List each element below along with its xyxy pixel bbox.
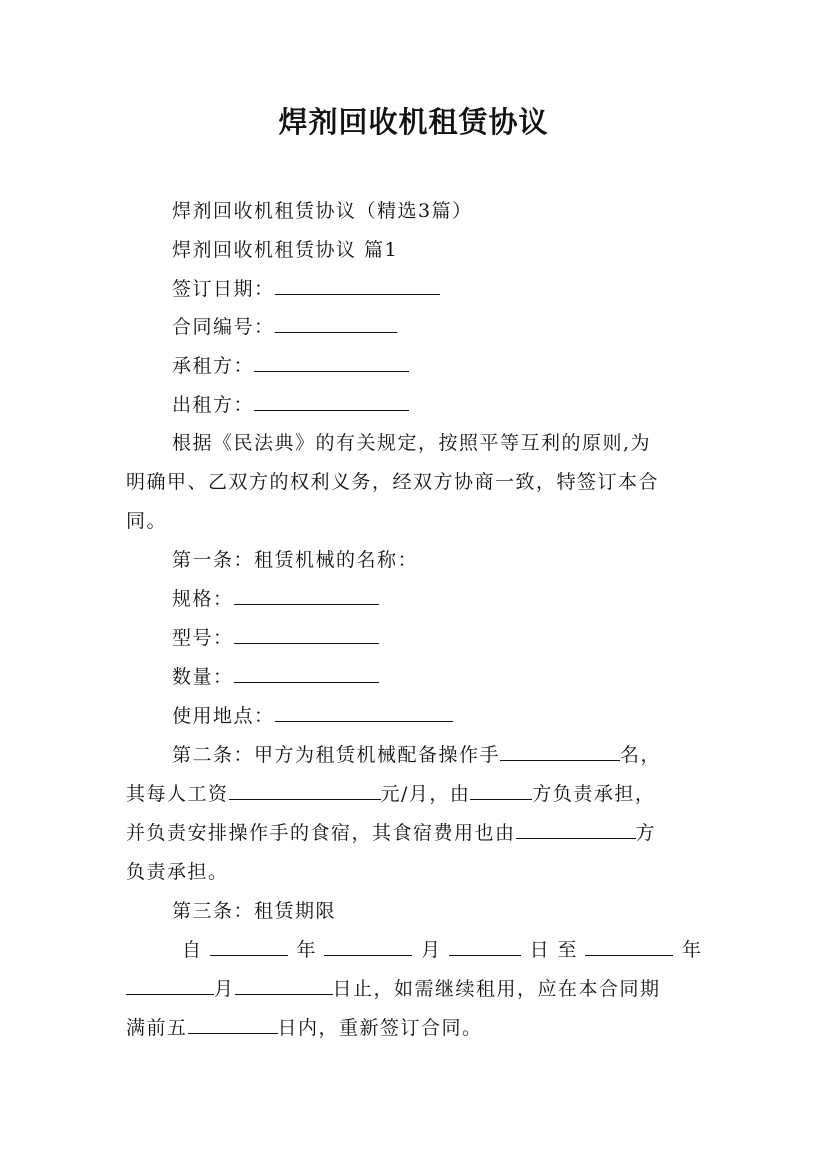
spec-blank <box>234 586 379 605</box>
lessee-row <box>172 351 409 381</box>
article3-line-2 <box>126 974 661 1004</box>
spec-row <box>172 584 379 614</box>
article3-end-text: 日止，如需继续租用，应在本合同期 <box>332 978 661 1000</box>
location-blank <box>275 703 453 722</box>
article3-line-1 <box>126 935 701 965</box>
year2-label: 年 <box>681 939 701 961</box>
preamble-line-1: 根据《民法典》的有关规定，按照平等互利的原则,为 <box>172 432 652 454</box>
document-subtitle: 焊剂回收机租赁协议（精选3篇） <box>172 200 473 222</box>
model-blank <box>234 625 379 644</box>
start-month-blank <box>324 937 412 956</box>
lessor-row <box>172 390 409 420</box>
article2-text-b: 名， <box>620 744 662 766</box>
sign-date-label: 签订日期： <box>172 278 275 300</box>
contract-no-blank <box>275 314 397 333</box>
quantity-row <box>172 662 379 692</box>
month2-label: 月 <box>214 978 235 1000</box>
article2-text-f: 并负责安排操作手的食宿，其食宿费用也由 <box>126 822 516 844</box>
spec-label: 规格： <box>172 588 234 610</box>
end-year-blank <box>585 937 673 956</box>
wage-blank <box>229 781 381 800</box>
article2-line-2 <box>126 779 655 809</box>
article2-text-e: 方负责承担， <box>532 783 656 805</box>
month-label: 月 <box>421 939 441 961</box>
article3-line-3 <box>126 1013 483 1043</box>
location-label: 使用地点： <box>172 705 275 727</box>
year-label: 年 <box>296 939 316 961</box>
sign-date-blank <box>275 276 440 295</box>
model-label: 型号： <box>172 627 234 649</box>
from-label: 自 <box>182 939 202 961</box>
document-title: 焊剂回收机租赁协议 <box>278 105 549 139</box>
preamble-line-3: 同。 <box>126 510 168 532</box>
renewal-days-blank <box>188 1015 278 1034</box>
article2-text-d: 元/月，由 <box>380 783 471 805</box>
lessor-label: 出租方： <box>172 394 255 416</box>
section-heading: 焊剂回收机租赁协议 篇1 <box>172 239 399 261</box>
lodging-party-blank <box>516 820 636 839</box>
sign-date-row <box>172 274 440 304</box>
start-day-blank <box>449 937 521 956</box>
end-month-blank <box>126 976 214 995</box>
end-day-blank <box>235 976 333 995</box>
article2-text-g: 方 <box>635 822 657 844</box>
lessee-blank <box>254 353 409 372</box>
day-label: 日 <box>529 939 549 961</box>
location-row <box>172 701 453 731</box>
preamble-line-2: 明确甲、乙双方的权利义务，经双方协商一致，特签订本合 <box>126 471 660 493</box>
contract-no-label: 合同编号： <box>172 316 275 338</box>
model-row <box>172 623 379 653</box>
lessee-label: 承租方： <box>172 355 255 377</box>
quantity-label: 数量： <box>172 666 234 688</box>
article2-text-c: 其每人工资 <box>126 783 229 805</box>
contract-no-row <box>172 312 397 342</box>
article3-text-b: 日内，重新签订合同。 <box>277 1017 483 1039</box>
lessor-blank <box>254 392 409 411</box>
start-year-blank <box>210 937 288 956</box>
article2-line-3 <box>126 818 656 848</box>
operator-count-blank <box>500 742 620 761</box>
to-label: 至 <box>557 939 577 961</box>
article2-line-1 <box>172 740 661 770</box>
article2-line-4: 负责承担。 <box>126 861 229 883</box>
article3-text-a: 满前五 <box>126 1017 188 1039</box>
article3-heading: 第三条：租赁期限 <box>172 900 337 922</box>
article1-heading: 第一条：租赁机械的名称： <box>172 549 419 571</box>
wage-party-blank <box>470 781 532 800</box>
quantity-blank <box>234 664 379 683</box>
article2-text-a: 第二条：甲方为租赁机械配备操作手 <box>172 744 501 766</box>
